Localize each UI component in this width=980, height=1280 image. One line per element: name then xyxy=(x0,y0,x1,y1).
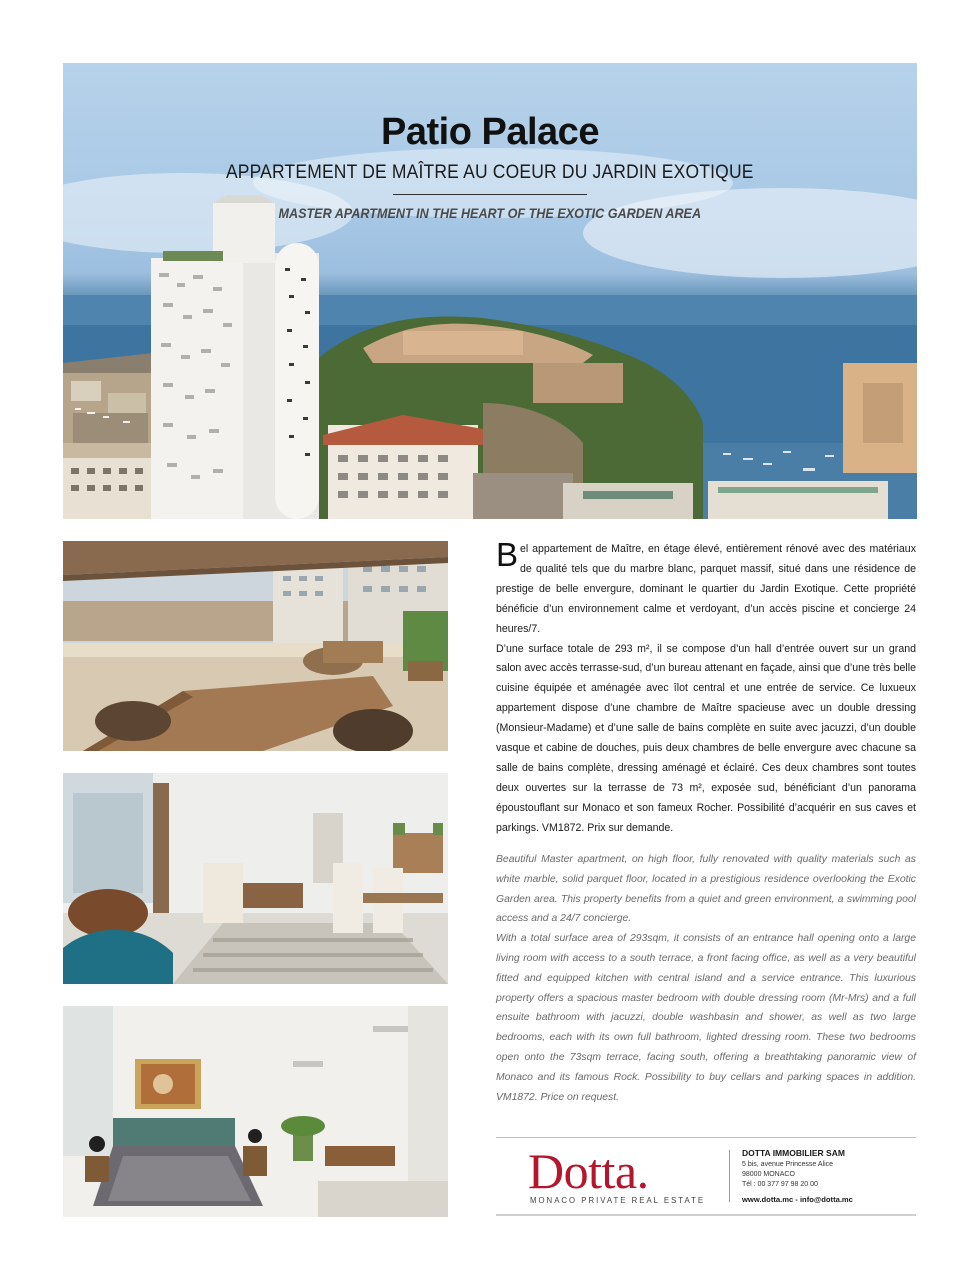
description-en xyxy=(496,850,916,1107)
terrace-photo xyxy=(63,541,448,751)
description-en-paragraph: With a total surface area of 293sqm, it consists of an entrance hall opening onto a large living room with access to a south terrace, a front facing office, as well as a very beautiful fitted and equipped kitchen with central island and a service entrance. This luxurious property offers a spacious master bedroom with double dressing room (Mr-Mrs) and a full ensuite bathroom with jacuzzi, double washbasin and shower, as well as two large bedrooms, each with its own full bathroom, lighted dressing room. These two bedrooms open onto the 73sqm terrace, facing south, offering a breathtaking panoramic view of Monaco and its famous Rock. Possibility to buy cellars and parking spaces in addition. VM1872. Price on request. xyxy=(496,933,916,1103)
dropcap: B xyxy=(496,536,519,573)
logo-tagline: MONACO PRIVATE REAL ESTATE xyxy=(530,1196,706,1205)
living-room-photo xyxy=(63,773,448,984)
website-email-link[interactable]: www.dotta.mc - info@dotta.mc xyxy=(742,1195,853,1204)
description-en-paragraph: Beautiful Master apartment, on high floor, fully renovated with quality materials such as white marble, solid parquet floor, located in a prestigious residence overlooking the Exotic Garden area. This property benefits from a quiet and green environment, a swimming pool access and a 24/7 concierge. xyxy=(496,854,916,925)
description-fr-paragraph: el appartement de Maître, en étage élevé, entièrement rénové avec des matériaux de qualité tels que du marbre blanc, parquet massif, situé dans une résidence de prestige de belle envergure, dominant le quartier du Jardin Exotique. Cette propriété bénéficie d’un environnement calme et verdoyant, d’un accès piscine et concierge 24 heures/7. xyxy=(496,543,916,635)
page-title: Patio Palace xyxy=(381,111,599,153)
address-city: 98000 MONACO xyxy=(742,1171,795,1178)
address-line: 5 bis, avenue Princesse Alice xyxy=(742,1161,834,1168)
hero-photo xyxy=(63,63,917,519)
phone-number: Tél : 00 377 97 98 20 00 xyxy=(742,1181,818,1188)
dotta-logo: Dotta. xyxy=(528,1143,649,1199)
subtitle-en: MASTER APARTMENT IN THE HEART OF THE EXOTIC GARDEN AREA xyxy=(278,205,702,221)
footer-divider xyxy=(729,1150,730,1202)
bedroom-photo xyxy=(63,1006,448,1217)
description-fr-paragraph: D’une surface totale de 293 m², il se compose d’un hall d’entrée ouvert sur un grand salon avec accès terrasse-sud, d’un bureau attenant en façade, ainsi que d’une très belle cuisine équipée et aménagée avec îlot central et une entrée de service. Ce luxueux appartement dispose d’une chambre de Maître spacieuse avec un double dressing (Monsieur-Madame) et d’une salle de bains complète en suite avec jacuzzi, d’un double vasque et cabine de douches, puis deux chambres de belle envergure avec chacune sa salle de bains complète, dressing aménagé et éclairé. Ces deux chambres sont toutes deux ouvertes sur la terrasse de 73 m², exposée sud, bénéficiant d’un panorama époustouflant sur Monaco et son fameux Rocher. Possibilité d’acquérir en sus caves et parkings. VM1872. Prix sur demande. xyxy=(496,642,916,834)
living-room-scene xyxy=(63,773,448,984)
description-fr xyxy=(496,536,916,839)
bedroom-scene xyxy=(63,1006,448,1217)
subtitle-fr: APPARTEMENT DE MAÎTRE AU COEUR DU JARDIN EXOTIQUE xyxy=(226,162,754,183)
agency-footer xyxy=(496,1137,916,1216)
hero-title-block xyxy=(63,111,917,223)
contact-block xyxy=(742,1148,853,1205)
terrace-scene xyxy=(63,541,448,751)
company-name: DOTTA IMMOBILIER SAM xyxy=(742,1148,845,1158)
